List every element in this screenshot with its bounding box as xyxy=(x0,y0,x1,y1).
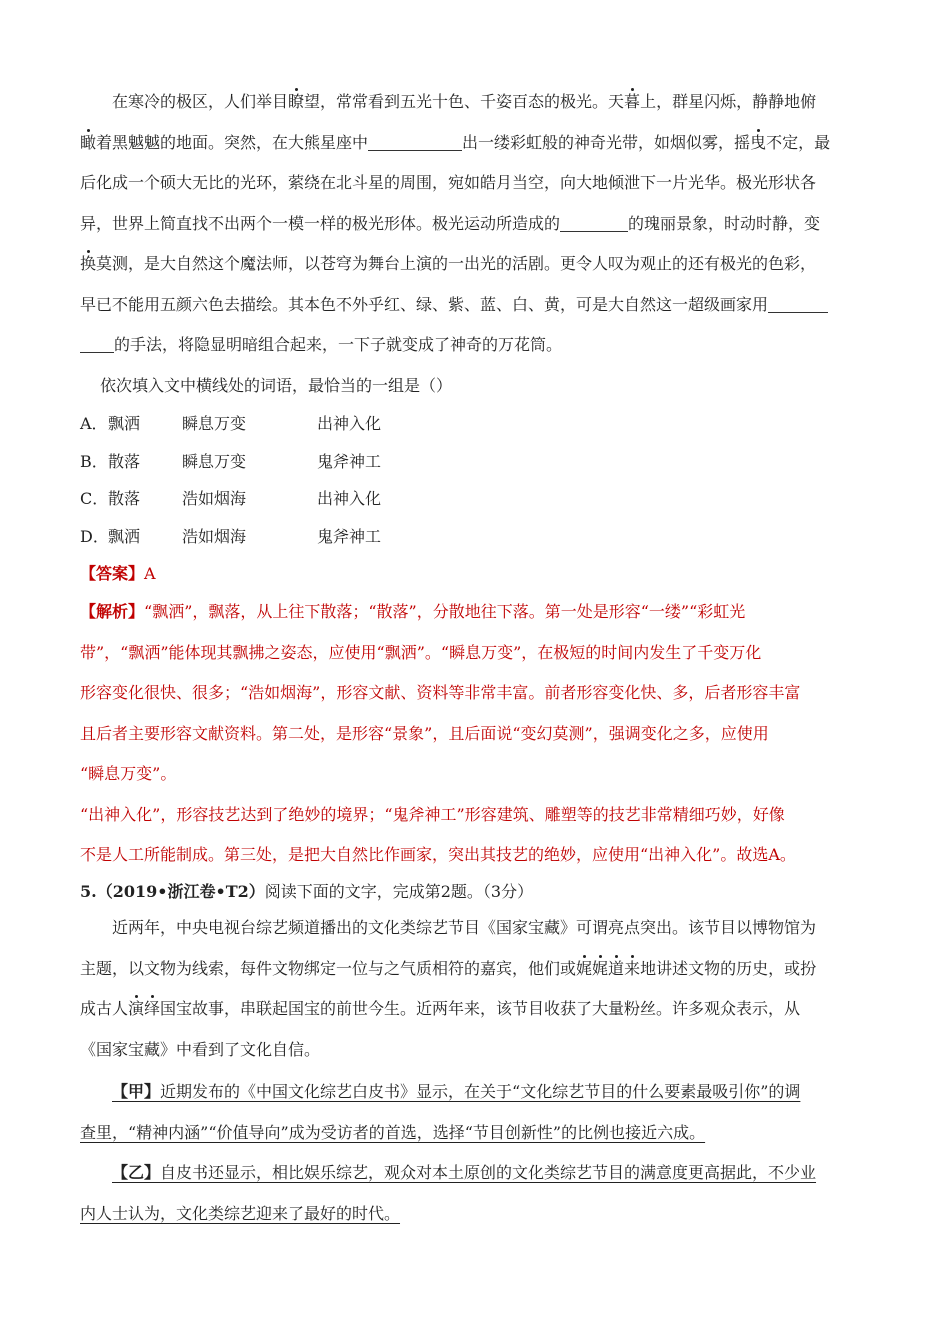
jia-line: 【甲】近期发布的《中国文化综艺白皮书》显示，在关于“文化综艺节目的什么要素最吸引你”的调 xyxy=(112,1082,801,1101)
question-5-source: 5.（2019•浙江卷•T2） xyxy=(80,882,265,901)
passage-line: 成古人演绎国宝故事，串联起国宝的前世今生。近两年来，该节目收获了大量粉丝。许多观众表示，从 xyxy=(80,999,801,1018)
fill-blank-1 xyxy=(368,134,462,151)
analysis-line: 不是人工所能制成。第三处，是把大自然比作画家，突出其技艺的绝妙，应使用“出神入化”。故选A。 xyxy=(80,845,796,864)
jia-block xyxy=(80,1072,870,1153)
analysis-line: “瞬息万变”。 xyxy=(80,764,177,783)
emphasis-dot-char: 娓 xyxy=(592,958,609,978)
passage-line: 瞰着黑魆魆的地面。突然，在大熊星座中 出一缕彩虹般的神奇光带，如烟似雾，摇曳不定，最 xyxy=(80,132,831,152)
option-word-3: 出神入化 xyxy=(317,414,382,433)
analysis-label: 【解析】 xyxy=(80,602,145,621)
answer-label: 【答案】 xyxy=(80,564,145,583)
option-word-1: 散落 xyxy=(108,489,141,508)
question-stem: 依次填入文中横线处的词语，最恰当的一组是（） xyxy=(100,376,453,395)
emphasis-dot-char: 曳 xyxy=(750,132,767,152)
passage-line: 后化成一个硕大无比的光环，萦绕在北斗星的周围，宛如皓月当空，向大地倾泄下一片光华。极光形状各 xyxy=(80,173,817,192)
fill-blank-2 xyxy=(560,215,628,232)
analysis-line: 【解析】“飘洒”，飘落，从上往下散落；“散落”，分散地往下落。第一处是形容“一缕”“彩虹光 xyxy=(80,602,746,621)
emphasis-dot-phrase xyxy=(576,959,640,978)
option-word-2: 瞬息万变 xyxy=(182,414,247,433)
analysis-line: “出神入化”，形容技艺达到了绝妙的境界；“鬼斧神工”形容建筑、雕塑等的技艺非常精细巧妙，好像 xyxy=(80,804,785,824)
jia-line: 查里，“精神内涵”“价值导向”成为受访者的首选，选择“节目创新性”的比例也接近六成。 xyxy=(80,1122,706,1142)
emphasis-dot-char: 暮 xyxy=(624,92,641,111)
analysis-line: 形容变化很快、很多；“浩如烟海”，形容文献、资料等非常丰富。前者形容变化快、多，后者形容丰富 xyxy=(80,683,801,702)
answer-line xyxy=(80,564,156,584)
option-letter: B． xyxy=(80,452,108,471)
option-word-3: 出神入化 xyxy=(317,489,382,508)
analysis-block xyxy=(80,592,870,876)
option-word-2: 瞬息万变 xyxy=(182,452,247,471)
option-letter: C． xyxy=(80,489,109,508)
emphasis-dot-char: 瞰 xyxy=(80,132,97,152)
yi-block xyxy=(80,1153,870,1234)
yi-label: 【乙】 xyxy=(112,1163,161,1182)
passage-line: 异，世界上简直找不出两个一模一样的极光形体。极光运动所造成的 的瑰丽景象，时动时静，变 xyxy=(80,213,821,233)
passage-line: 早已不能用五颜六色去描绘。其本色不外乎红、绿、紫、蓝、白、黄，可是大自然这一超级画家用 xyxy=(80,285,870,326)
analysis-line: 带”，“飘洒”能体现其飘拂之姿态，应使用“飘洒”。“瞬息万变”，在极短的时间内发生了千变万化 xyxy=(80,642,762,662)
passage-treasure xyxy=(80,908,870,1070)
yi-line: 【乙】自皮书还显示，相比娱乐综艺，观众对本土原创的文化类综艺节目的满意度更高据此，不少业 xyxy=(112,1163,817,1182)
emphasis-dot-char: 绎 xyxy=(144,999,161,1018)
option-letter: D． xyxy=(80,527,109,546)
jia-label: 【甲】 xyxy=(112,1082,161,1101)
analysis-line: 且后者主要形容文献资料。第二处，是形容“景象”，且后面说“变幻莫测”，强调变化之多，应使用 xyxy=(80,723,769,743)
fill-blank-3b xyxy=(80,336,114,353)
question-5-heading xyxy=(80,882,533,902)
passage-line: 《国家宝藏》中看到了文化自信。 xyxy=(80,1039,321,1059)
option-word-2: 浩如烟海 xyxy=(182,489,247,508)
emphasis-dot-char: 换 xyxy=(80,254,97,273)
passage-aurora xyxy=(80,82,870,366)
emphasis-dot-char: 瞭 xyxy=(288,92,305,111)
emphasis-dot-char: 来 xyxy=(624,958,641,978)
emphasis-dot-char: 道 xyxy=(608,958,625,978)
emphasis-dot-char: 娓 xyxy=(576,958,593,978)
option-word-1: 散落 xyxy=(108,452,141,471)
option-word-3: 鬼斧神工 xyxy=(317,452,382,471)
passage-line: 的手法，将隐显明暗组合起来，一下子就变成了神奇的万花筒。 xyxy=(80,325,870,366)
option-word-1: 飘洒 xyxy=(108,527,141,546)
passage-line: 主题，以文物为线索，每件文物绑定一位与之气质相符的嘉宾，他们或娓娓道来地讲述文物的历史，或扮 xyxy=(80,958,817,978)
option-word-3: 鬼斧神工 xyxy=(317,527,382,546)
option-letter: A． xyxy=(80,414,108,433)
option-word-2: 浩如烟海 xyxy=(182,527,247,546)
passage-line: 换莫测，是大自然这个魔法师，以苍穹为舞台上演的一出光的活剧。更令人叹为观止的还有极光的色彩， xyxy=(80,254,817,273)
passage-line: 在寒冷的极区，人们举目瞭望，常常看到五光十色、千姿百态的极光。天暮上，群星闪烁，静静地俯 xyxy=(112,92,817,111)
option-word-1: 飘洒 xyxy=(108,414,141,433)
emphasis-dot-phrase xyxy=(128,999,160,1018)
passage-line: 近两年，中央电视台综艺频道播出的文化类综艺节目《国家宝藏》可谓亮点突出。该节目以博物馆为 xyxy=(112,918,817,937)
question-5-text: 阅读下面的文字，完成第2题。（3分） xyxy=(264,882,534,901)
fill-blank-3a xyxy=(768,296,828,313)
answer-value: A xyxy=(144,564,156,583)
yi-line: 内人士认为，文化类综艺迎来了最好的时代。 xyxy=(80,1203,401,1223)
emphasis-dot-char: 演 xyxy=(128,999,145,1018)
